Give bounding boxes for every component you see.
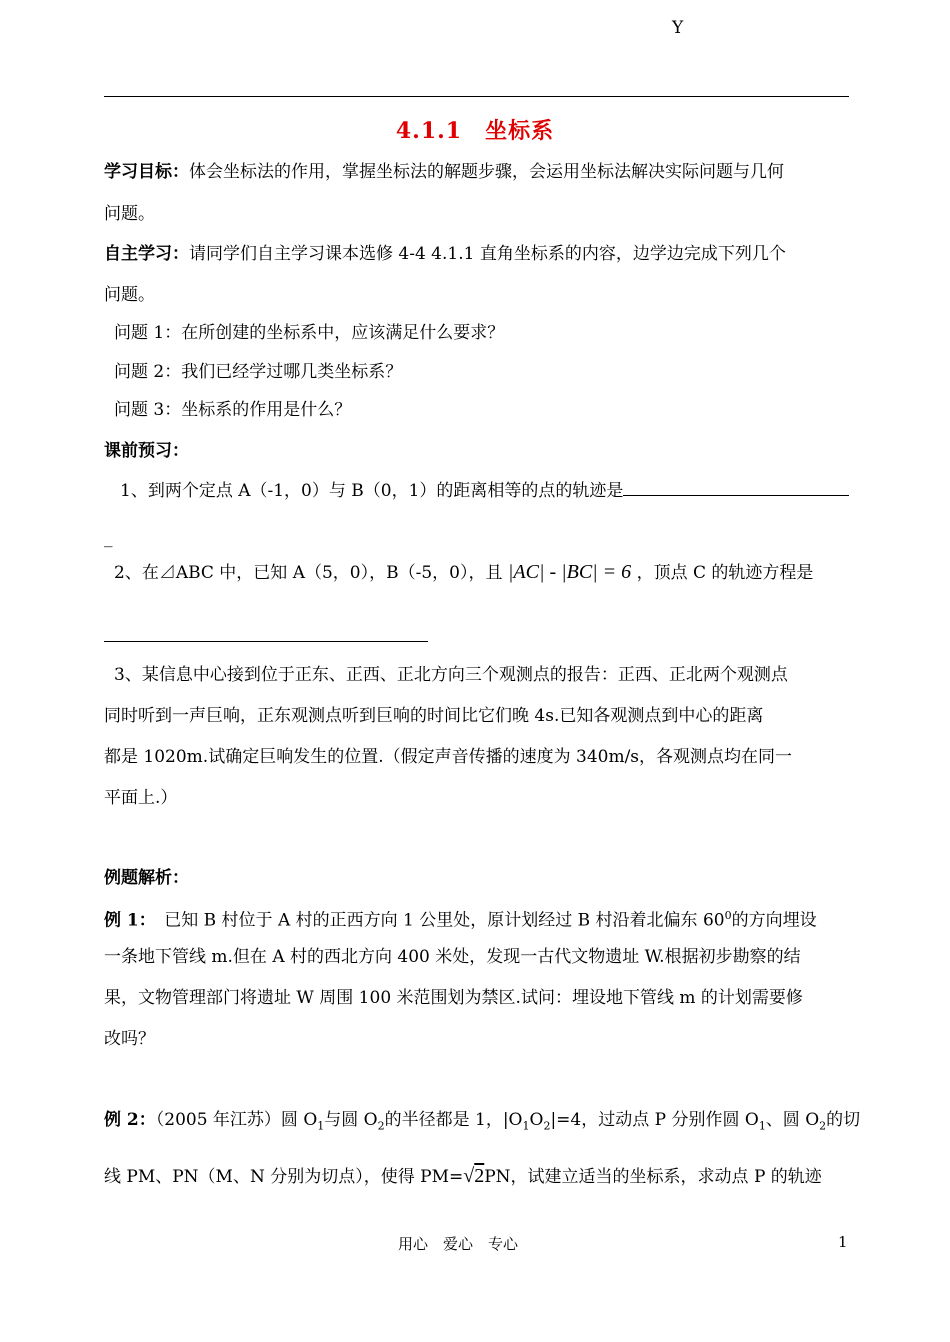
sqrt-expression: √2 bbox=[463, 1165, 485, 1187]
question-2: 问题 2：我们已经学过哪几类坐标系？ bbox=[114, 362, 403, 382]
example-2-line-1 bbox=[104, 1108, 861, 1138]
example-1-line-2: 一条地下管线 m.但在 A 村的西北方向 400 米处，发现一古代文物遗址 W.根据初步勘察的结 bbox=[104, 947, 801, 967]
ex2-part-b: 与圆 O bbox=[324, 1110, 378, 1130]
self-study-line-2: 问题。 bbox=[104, 285, 155, 305]
ex2-part-e: |=4，过动点 P 分别作圆 O bbox=[550, 1110, 759, 1130]
ex2-part-a: （2005 年江苏）圆 O bbox=[155, 1110, 318, 1130]
sub-2b: 2 bbox=[543, 1119, 551, 1133]
ex2-part-d: O bbox=[529, 1110, 544, 1130]
question-1: 问题 1：在所创建的坐标系中，应该满足什么要求？ bbox=[114, 323, 505, 343]
example-1-line-3: 果，文物管理部门将遗址 W 周围 100 米范围划为禁区.试问：埋设地下管线 m 的计划需要修 bbox=[104, 988, 803, 1008]
ex2-part-g: 的切 bbox=[826, 1110, 861, 1130]
preview-item-2-post: ，顶点 C 的轨迹方程是 bbox=[636, 563, 814, 583]
footer-page-number: 1 bbox=[838, 1233, 848, 1251]
example-2-line-2 bbox=[104, 1164, 849, 1189]
example-1-label: 例 1： bbox=[104, 910, 148, 931]
answer-blank-1[interactable] bbox=[623, 477, 849, 496]
self-study-text-1: 请同学们自主学习课本选修 4-4 4.1.1 直角坐标系的内容，边学边完成下列几个 bbox=[189, 244, 786, 264]
preview-item-2 bbox=[114, 560, 859, 585]
preview-item-3-line-2: 同时听到一声巨响，正东观测点听到巨响的时间比它们晚 4s.已知各观测点到中心的距离 bbox=[104, 706, 764, 726]
footer-motto: 用心 爱心 专心 bbox=[398, 1235, 519, 1253]
question-3: 问题 3：坐标系的作用是什么？ bbox=[114, 400, 352, 420]
example-1-line-4: 改吗？ bbox=[104, 1029, 155, 1049]
examples-label: 例题解析： bbox=[104, 868, 189, 888]
example-1-line-1 bbox=[104, 904, 849, 933]
sqrt-radicand: 2 bbox=[474, 1165, 485, 1187]
sub-2a: 2 bbox=[377, 1119, 385, 1133]
preview-label: 课前预习： bbox=[104, 441, 189, 461]
preview-item-3-line-4: 平面上.） bbox=[104, 788, 178, 808]
example-2-label: 例 2： bbox=[104, 1110, 156, 1130]
example-1-tail: 的方向埋设 bbox=[731, 910, 817, 931]
page-title: 4.1.1 坐标系 bbox=[395, 118, 555, 144]
preview-item-1-cont: _ bbox=[104, 528, 113, 548]
ex2-line2-a: 线 PM、PN（M、N 分别为切点），使得 PM= bbox=[104, 1167, 464, 1187]
ex2-part-c: 的半径都是 1，|O bbox=[384, 1110, 523, 1130]
self-study-line-1 bbox=[104, 242, 849, 266]
preview-item-2-pre: 2、在⊿ABC 中，已知 A（5，0），B（-5，0），且 bbox=[114, 563, 503, 583]
example-1-text-1: 已知 B 村位于 A 村的正西方向 1 公里处，原计划经过 B 村沿着北偏东 60 bbox=[164, 910, 725, 931]
ex2-part-f: 、圆 O bbox=[765, 1110, 820, 1130]
ex2-line2-b: PN，试建立适当的坐标系，求动点 P 的轨迹 bbox=[484, 1167, 822, 1187]
self-study-label: 自主学习： bbox=[104, 244, 189, 264]
sub-2c: 2 bbox=[819, 1119, 827, 1133]
sub-1a: 1 bbox=[317, 1119, 325, 1133]
preview-item-1-text: 1、到两个定点 A（-1，0）与 B（0，1）的距离相等的点的轨迹是 bbox=[120, 481, 624, 501]
preview-item-3-line-3: 都是 1020m.试确定巨响发生的位置.（假定声音传播的速度为 340m/s，各观测点均在同一 bbox=[104, 747, 793, 767]
header-mark: Y bbox=[672, 18, 684, 38]
goal-line-1 bbox=[104, 160, 849, 184]
preview-item-1 bbox=[120, 477, 865, 503]
goal-line-2: 问题。 bbox=[104, 204, 155, 224]
degree-sup: 0 bbox=[724, 909, 732, 922]
preview-item-3-line-1: 3、某信息中心接到位于正东、正西、正北方向三个观测点的报告：正西、正北两个观测点 bbox=[114, 665, 788, 685]
answer-blank-2[interactable] bbox=[104, 641, 428, 642]
preview-item-2-math: |AC| - |BC| = 6 bbox=[507, 561, 632, 583]
sub-1b: 1 bbox=[522, 1119, 530, 1133]
goal-label: 学习目标： bbox=[104, 162, 189, 182]
sub-1c: 1 bbox=[758, 1119, 766, 1133]
goal-text-1: 体会坐标法的作用，掌握坐标法的解题步骤，会运用坐标法解决实际问题与几何 bbox=[189, 162, 784, 182]
header-rule bbox=[104, 96, 849, 97]
